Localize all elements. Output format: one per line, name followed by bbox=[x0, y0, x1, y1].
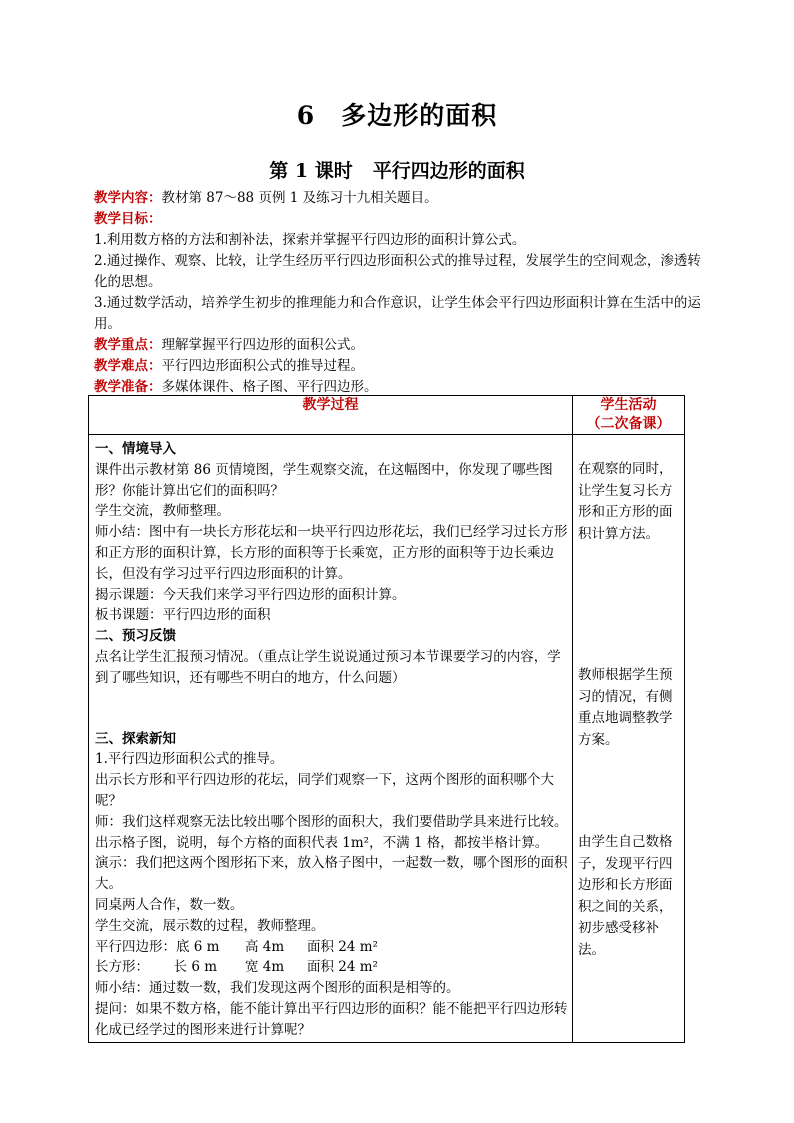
difficulty-text: 平行四边形面积公式的推导过程。 bbox=[161, 358, 364, 374]
goal-item: 1.利用数方格的方法和割补法，探索并掌握平行四边形的面积计算公式。 bbox=[94, 232, 526, 248]
process-line: 师小结：图中有一块长方形花坛和一块平行四边形花坛，我们已经学习过长方形和正方形的面积计算，长方形的面积等于长乘宽，正方形的面积等于边长乘边长，但没有学习过平行四边形面积的计算。 bbox=[95, 524, 568, 582]
lesson-title bbox=[0, 156, 794, 183]
process-line: 出示长方形和平行四边形的花坛，同学们观察一下，这两个图形的面积哪个大呢？ bbox=[95, 772, 554, 809]
data-shape: 长方形： 长 6 m bbox=[95, 959, 218, 976]
prep-text: 多媒体课件、格子图、平行四边形。 bbox=[161, 379, 378, 395]
data-height: 宽 4m bbox=[245, 959, 285, 976]
unit-title bbox=[0, 96, 794, 132]
process-line: 点名让学生汇报预习情况。（重点让学生说说通过预习本节课要学习的内容，学到了哪些知识，还有哪些不明白的地方，什么问题） bbox=[95, 648, 561, 686]
content-label: 教学内容： bbox=[94, 190, 162, 206]
unit-number: 6 bbox=[296, 101, 316, 130]
side-note-text: 由学生自己数格子，发现平行四边形和长方形面积之间的关系，初步感受移补法。 bbox=[578, 834, 673, 958]
student-activity-header-line1: 学生活动 bbox=[600, 397, 657, 413]
side-note-text: 教师根据学生预习的情况，有侧重点地调整教学方案。 bbox=[578, 667, 673, 748]
process-line: 师：我们这样观察无法比较出哪个图形的面积大，我们要借助学具来进行比较。出示格子图，说明，每个方格的面积代表 1m²，不满 1 格，都按半格计算。 bbox=[95, 813, 568, 851]
section-title: 一、情境导入 bbox=[95, 441, 176, 457]
data-area: 面积 24 m² bbox=[307, 959, 378, 976]
process-line: 学生交流，展示数的过程，教师整理。 bbox=[95, 917, 325, 934]
process-line: 板书课题：平行四边形的面积 bbox=[95, 607, 271, 624]
process-line: 揭示课题：今天我们来学习平行四边形的面积计算。 bbox=[95, 586, 406, 603]
goals-label: 教学目标： bbox=[94, 211, 162, 227]
goal-item: 2.通过操作、观察、比较，让学生经历平行四边形面积公式的推导过程，发展学生的空间观念，渗透转化的思想。 bbox=[94, 253, 701, 290]
side-note bbox=[578, 459, 680, 545]
process-line: 提问：如果不数方格，能不能计算出平行四边形的面积？能不能把平行四边形转化成已经学过的图形来进行计算呢？ bbox=[95, 1000, 568, 1038]
data-height: 高 4m bbox=[245, 938, 285, 955]
key-text: 理解掌握平行四边形的面积公式。 bbox=[161, 337, 364, 353]
goals-row bbox=[94, 209, 714, 230]
section-title: 三、探索新知 bbox=[95, 730, 176, 747]
process-line: 1.平行四边形面积公式的推导。 bbox=[95, 751, 284, 768]
student-activity-header bbox=[573, 396, 685, 435]
process-line: 师小结：通过数一数，我们发现这两个图形的面积是相等的。 bbox=[95, 980, 460, 997]
difficulty-row bbox=[94, 356, 714, 377]
data-area: 面积 24 m² bbox=[307, 938, 378, 955]
data-row bbox=[95, 937, 568, 958]
process-line: 学生交流，教师整理。 bbox=[95, 503, 230, 520]
section-title: 二、预习反馈 bbox=[95, 628, 176, 645]
process-line: 演示：我们把这两个图形拓下来，放入格子图中，一起数一数，哪个图形的面积大。 bbox=[95, 855, 568, 893]
side-note bbox=[578, 665, 680, 751]
data-row bbox=[95, 957, 568, 978]
difficulty-label: 教学难点： bbox=[94, 358, 162, 374]
lesson-label: 第 1 课时 bbox=[269, 160, 353, 182]
goal-item: 3.通过数学活动，培养学生初步的推理能力和合作意识，让学生体会平行四边形面积计算在生活中的运用。 bbox=[94, 295, 701, 332]
spacer bbox=[95, 689, 568, 709]
lesson-title-text: 平行四边形的面积 bbox=[372, 160, 525, 182]
data-shape: 平行四边形：底 6 m bbox=[95, 938, 220, 955]
content-text: 教材第 87～88 页例 1 及练习十九相关题目。 bbox=[161, 190, 438, 206]
content-row bbox=[94, 188, 714, 209]
process-line: 同桌两人合作，数一数。 bbox=[95, 896, 244, 913]
spacer bbox=[95, 709, 568, 729]
process-cell bbox=[89, 435, 573, 1043]
process-line: 课件出示教材第 86 页情境图，学生观察交流，在这幅图中，你发现了哪些图形？你能计算出它们的面积吗？ bbox=[95, 461, 553, 499]
side-note-text: 在观察的同时，让学生复习长方形和正方形的面积计算方法。 bbox=[578, 461, 673, 542]
unit-title-text: 多边形的面积 bbox=[341, 101, 498, 130]
student-activity-header-line2: （二次备课） bbox=[586, 416, 671, 432]
side-note bbox=[578, 832, 680, 961]
key-row bbox=[94, 335, 714, 356]
prep-label: 教学准备： bbox=[94, 379, 162, 395]
key-label: 教学重点： bbox=[94, 337, 162, 353]
lesson-meta bbox=[94, 188, 714, 398]
process-header: 教学过程 bbox=[89, 396, 573, 435]
